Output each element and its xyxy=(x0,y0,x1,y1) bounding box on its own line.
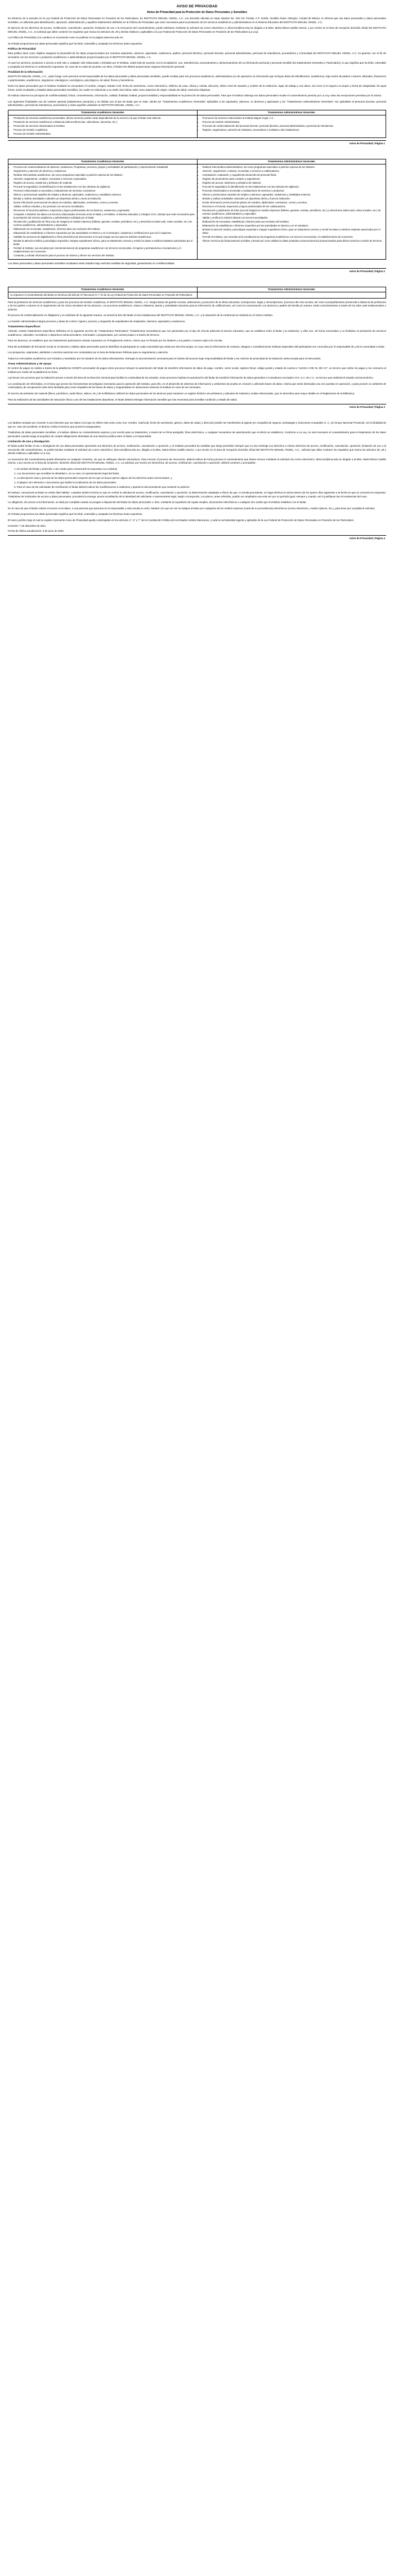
list-item: • Contactar y solicitar información para el proceso de valores y ofrecer los servicios del Instituto. xyxy=(14,254,195,257)
list-item: • Validar, verificar estudios y sus periodos con terceros acreditados. xyxy=(14,205,195,208)
requisitos-solicitud-list xyxy=(14,468,386,490)
credencializacion-paragraph: El proceso de credencialización es obligatorio y es realizado de la siguiente manera, se tomará la foto del titular en las instalaciones del INSTITUTO MIGUEL ÁNGEL, A.C. y la impresión de la credencial se realizará en el mismo Instituto. xyxy=(8,314,274,317)
list-item: • Elaboración de estadísticas e informes requeridos por las autoridades en Mexico y en el extranjero, academia y certificaciones que así lo requieran. xyxy=(14,232,195,235)
footer-label: Aviso de Privacidad xyxy=(349,269,373,273)
list-item: • Contratación, evaluación, y seguimiento desarrollo de personal fiscal. xyxy=(203,173,384,177)
list-administrativos xyxy=(199,166,384,243)
creation-date: Creación: 7 de diciembre de 2011 xyxy=(8,524,46,528)
col-header-administrativos: Tratamientos Administrativos Generales xyxy=(197,110,386,115)
finalidad-paragraph-3: El instituto observa los principios de confidencialidad, licitud, consentimiento, información, calidad, finalidad, lealtad, proporcionalidad y responsabilidad en la protección de datos personales. Para que el Instituto obtenga sus datos personales recabe el consentimiento previsto por La Ley, salvo las excepciones previstas por la misma. xyxy=(8,94,382,97)
list-administrativos xyxy=(199,117,384,132)
page-separator xyxy=(0,409,394,418)
list-item: • Proceso de Gestión Administrativa. xyxy=(14,132,195,136)
tratamientos-generales-table-page2 xyxy=(8,159,386,260)
cell-academicos: no requieren el consentimiento del titular en términos del artículo 37 fracciones IV Y VII de la Ley Federal de Protección de Datos Personales en Posesión de Particulares. xyxy=(8,292,198,298)
list-item: • Promoción de servicios relacionados al Instituto. xyxy=(14,124,195,128)
areas-paragraph-3: La coordinación de Informática, es el área que provee las herramientas tecnológicas necesarias para la operación del Instituto, para ello, en el desarrollo de sistemas de información y ambientes de prueba se creación y utilizarán bases de datos, misma que serán destruidas una vez puestas en operación, y para proveer un ambiente de continuidad y de recuperación ante área facilitada para crear respaldos de las bases de datos y resguardarlas en ubicaciones externas al instituto en caso de ser necesario. xyxy=(8,382,386,389)
list-academicos xyxy=(10,166,195,257)
footer-label: Aviso de Privacidad xyxy=(349,141,373,145)
list-item: • Promoción de servicios relacionados al Instituto Miguel Ángel, A.C. xyxy=(203,117,384,120)
col-header-academicos: Tratamientos Académicos Generales xyxy=(8,287,198,292)
page-footer-4 xyxy=(8,535,386,540)
limitacion-paragraph-1: El titular podrá limitar el uso o divulgación de sus datos personales ejerciendo sus derechos de acceso, rectificación, cancelación u oposición, y el Instituto procederá de medidas que las(y) permitirán siempre que no sea restringir sus derechos a ciertos derechos de acceso, rectificación, cancelación, oposición, limitación de uso o la revocación del consentimiento, se podrá tramitar mediante la solicitud vía correo electrónico: direccion@ima.edu.mx, dirigido a la Mtra. María Elena Castillo García, o por escrito en el área de recepción domicilio oficial del INSTITUTO MIGUEL ÁNGEL, A.C., solicitud que debe contener los requisitos que marca los artículos 28, 29 y demás relativos y aplicables a La Ley. xyxy=(8,444,386,455)
especificos-paragraph-5: Todas los mercantiles académicos son iniciados y tramitados por los titulares de los datos directamente. Entregan la documentación necesaria para el trámite del proceso bajo responsabilidad del titular y los criterios de privacidad de la institución seleccionada para el intercambio. xyxy=(8,357,321,360)
list-item: • Realizar intercambios administrativos, así como programas especiales a petición expresa de los titulares. xyxy=(203,166,384,169)
list-item: • Ofrecer servicios de financiamiento (créditos y becas) así como validar los datos (estudios socioeconómicos) proporcionados para dichos servicios a través de terceros. xyxy=(203,239,384,243)
list-item: • Procesos de credencialización de alumnos, exalumnos, Programas, procesos, grupos y actividades de participación y representación estudiantil. xyxy=(14,166,195,169)
tratamientos-note: Los datos personales y datos personales sensibles recabados serán tratados bajo estrictas medidas de seguridad, garantizando su confidencialidad. xyxy=(8,262,175,265)
obligacion-acceso-paragraph: La obligación, de acceso a la información, se dará por cumplida cuando se pongan a disposición del titular los datos personales o, bien, mediante la expedición de copias simples, documentos electrónicos o cualquier otro medio que el Instituto establece con el titular. xyxy=(8,501,307,504)
page-footer-2 xyxy=(8,268,386,273)
especificos-paragraph-2: Para los alumnos, se establece que sus tratamientos particulares estarán expuestos en el Reglamento Interno, mismo que es firmado por los titulares y sus padres o tutores cada ciclo escolar. xyxy=(8,339,223,342)
finalidad-paragraph-4: Las siguientes finalidades son de carácter general (tratamientos primarios) y se dividen por el tipo de titular que se trate, siendo los "Tratamientos Académicos Generales" aplicables a los aspirantes, alumnos, ex alumnos y egresados y los "Tratamientos Administrativos Generales" son aplicables al personal docente, personal administrativo, personal de intendencia, proveedores y todos aquellos visitantes al INSTITUTO MIGUEL ÁNGEL, A.C. xyxy=(8,100,386,107)
page-title: AVISO DE PRIVACIDAD xyxy=(176,5,218,8)
list-item: • Prestación de servicios académicos proveniales, dichos servicios podrán variar dependiendo de la sección a la que el titular este adscrito. xyxy=(14,117,195,120)
list-item: • Reconocer el honoral, trayectoria y logros profesionales de los colaboradores. xyxy=(203,205,384,208)
footer-label: Aviso de Privacidad xyxy=(349,406,373,409)
list-item: • Habilitar los procesos de digitalización y firma electrónica de documentos a los que tengan acceso para los trámites académicos. xyxy=(14,235,195,239)
list-item: • Procesos de credencialización del personal docente, personal directivo, personal administrativo y personal de intendencia. xyxy=(203,124,384,128)
intro-paragraph-1: En términos de lo previsto en la Ley Federal de Protección de Datos Personales en Posesión de los Particulares, EL INSTITUTO MIGUEL ÁNGEL, A.C. con domicilio ubicado en Isaac Newton No. 239 Col. Florida, C.P. 01030, Alcaldía Álvaro Obregón, Ciudad de México, le informa que sus datos personales y datos personales sensibles, se utilizarán para identificación, operación, administración y aquellos tratamientos definidos en la Política de Privacidad, que sean necesarios para la prestación de los servicios académicos y administrativos en el Sistema Educativo del INSTITUTO MIGUEL ÁNGEL, A.C. xyxy=(8,17,386,24)
no-responsable-paragraph: En el caso de que el titular solicite el acceso a los datos, a una persona que presume es el responsable y esta resulta no serlo, bastará con que ser así se indique al titular por cualquiera de los medios expresos (carta de no procedencia) electrónicos (correo electrónico, medios ópticos, etc.), para tener por cumplida la solicitud. xyxy=(8,506,375,510)
gestion-academica-paragraph: Para la prestación de servicios académicos y para los procesos de Gestión Académica, el INSTITUTO MIGUEL ÁNGEL, A.C. integra bases de gestión escolar, admisiones y promoción de la oferta educativa, inscripciones, bajas y reinscripciones, procesos del ciclo escolar, así como acompañamiento presencial a distancia de profesores y de los padres o tutores en el seguimiento de los ciclos escolares de los alumnos. Los procesos académicos, clases a distancia, tareas y actividades docentes para la información de calificaciones, así como la comunicación con alumnos y padres de familia y/o tutores, serán exclusivamente a través de los sitios web institucionales o pizarras. xyxy=(8,300,386,311)
marco-juridico-paragraph: El marco jurídico bajo el cual se expide el presente Aviso de Privacidad queda contemplado en los artículos 4°, 6° y 7° de la Constitución Política de los Estados Unidos Mexicanos, y toda la normatividad vigente y aplicable de la Ley Federal de Protección de Datos Personales en Posesión de los Particulares xyxy=(8,518,354,522)
table-row xyxy=(8,115,386,137)
list-item: • Brindar la atención médica y psicológica requerida e integrar expedientes clínico, para un tratamiento correcto y remitir los datos a médicos tratantes autorizados por el titular. xyxy=(14,239,195,246)
list-item: 1. El nombre del titular y domicilio u otro medio para comunicarle la respuesta a su solicitud; xyxy=(17,468,386,471)
especificos-paragraph-1: Además, existen tratamientos específicos definidos en la siguiente sección de "Tratamientos Particulares" (Tratamientos secundarios) que son generados por el tipo de vínculo adicional al servicio educativo, que se establece entre el titular y la institución, y ellos son, de forma enunciativa y no limitativa, la prestación de servicios académicos, culturales, recreativos o deportivos extracurriculares, eventuales o programados, por cuenta propia o a través de terceros. xyxy=(8,330,386,336)
list-item: • Elaboración de encuestas, estadísticas, informes para uso exclusivo del Instituto. xyxy=(14,228,195,231)
limitacion-paragraph-2: La revocación del consentimiento puede efectuarse en cualquier momento, sin que se atribuyan efectos retroactivos. Para revocar el proceso de revocación, deberá indicar de forma precisa el consentimiento que desea revocar mediante la solicitud vía correo electrónico: direccion@ima.edu.mx dirigido a la Mtra. María Elena Castillo García, o por escrito en el área de recepción, domicilio oficial del INSTITUTO MIGUEL ÁNGEL, A.C. La solicitud, por escrito y/o electrónica, de acceso, rectificación, cancelación u oposición, deberá contener y acompañar: xyxy=(8,457,386,465)
list-item: • Elaboración de encuestas, estadísticas, informes para uso exclusivo del Instituto. xyxy=(203,220,384,224)
list-item: • Elaboración de estadísticas e informes requeridos por las autoridades en Mexico y en el extranjero. xyxy=(203,224,384,228)
section-heading-finalidad: Finalidad de la Información xyxy=(8,71,43,74)
list-item: • Prestación de servicios académicos a distancia (videoconferencias, videoclases, asesorías, etc.). xyxy=(14,121,195,124)
page-1 xyxy=(0,0,394,145)
footer-page-number: | Página 4 xyxy=(373,537,385,540)
table-row xyxy=(8,164,386,259)
page-separator xyxy=(0,273,394,282)
col-header-academicos: Tratamientos Académicos Generales xyxy=(8,110,198,115)
areas-paragraph-4: El servicio de préstamo de material (libros, periódicos, audio libros, videos, etc.) de la Biblioteca utilizará los datos personales de los alumnos para mantener un registro histórico de préstamos y adeudos de material y multas relacionadas, que se describen para mayor detalle en el Reglamento de la Biblioteca. xyxy=(8,392,355,395)
list-item: • Enviar información promocional de planes de estudios, diplomados, seminarios, cursos y eventos. xyxy=(14,201,195,204)
col-header-academicos: Tratamientos Académicos Generales xyxy=(8,159,198,164)
list-item: • Validar y verificar la relación laboral con terceros acreditados. xyxy=(203,216,384,220)
cell-administrativos xyxy=(197,115,386,137)
table-header-row xyxy=(8,159,386,164)
list-item: • Procesos relacionados a encuestas y evaluaciones de servicios o productos. xyxy=(203,189,384,193)
list-item: • Proceso de Gestión Administrativa. xyxy=(203,121,384,124)
intro-paragraph-3: La Política de Privacidad y los cambios en el presente Aviso se publican en la página www.ima.edu.mx xyxy=(8,36,123,39)
areas-paragraph-1: El control de pagos se realiza a través de la plataforma CONETA procesador de pagos estos procesos incluyen la autorización del titular de transferir información de datos de pago, nombre, razón social, regimen fiscal, código postal y estado de cuenta a "ALEXIA II DE IN, DE CV", un tercero que recibe los pagos y los comunica al Instituto por medio de la plataforma en línea. xyxy=(8,367,386,373)
list-item: • Registro de acceso, asistencia y préstamo de material. xyxy=(203,181,384,185)
list-item: • Realizar intercambios académicos, así como programas especiales a petición expresa de los titulares. xyxy=(14,173,195,177)
especificos-paragraph-4: Los prospectos, aspirantes, admitidos o inscritos autorizan ser contactados por el área de Relaciones Públicas para su seguimiento y atención. xyxy=(8,351,169,354)
list-item: 4. Cualquier otro elemento o documento que facilite la localización de los datos personales. xyxy=(17,481,386,485)
seguro-paragraph: Los titulares aceptan por convenir a sus intereses que sus datos a los que se refiere este aviso como son: nombre, matrícula, fecha de nacimiento, género, datos de salud, y dirección podrán ser transferidos al agente y/o compañía de seguros, Estrategias y Soluciones Actuariales S. C. y/o Grupo Nacional Provincial, con la finalidad de que en, caso de accidente, el alumno reciba el servicio que provee la aseguradora. xyxy=(8,421,386,428)
page-footer-1 xyxy=(8,140,386,145)
footer-label: Aviso de Privacidad xyxy=(349,537,373,540)
list-item: • Registro, seguimiento y atención de visitantes, proveedores e invitados a las instalaciones. xyxy=(203,128,384,132)
intro-paragraph-4: Si el titular proporciona sus datos personales significa que ha leído, entendido y aceptado los términos antes expuestos. xyxy=(8,42,143,45)
footer-page-number: | Página 2 xyxy=(373,269,385,273)
list-item: • Brindar y realizar actividades culturales y/o deportivas dentro y fuera la institución. xyxy=(14,197,195,201)
list-item: • Recolección y publicación de fotos (uso de imagen) en medios impresos (folletos, gacetas, revistas, periódicos, etc.) y electrónicos (sitios web, redes sociales, etc.) de eventos académicos, administrativos y especiales. xyxy=(14,220,195,227)
list-item: • Procurar la seguridad y la identificación en las instalaciones con las cámaras de vigilancia. xyxy=(203,185,384,189)
list-item: • Procesos relacionados a encuestas y evaluaciones de servicios o productos. xyxy=(14,189,195,193)
col-header-administrativos: Tratamientos Administrativos Generales xyxy=(197,159,386,164)
footer-page-number: | Página 3 xyxy=(373,406,385,409)
list-item: • Reconocer el honoral académico, trayectoria y logros profesionales de los alumnos, exalumnos y egresados. xyxy=(14,209,195,212)
list-item: • Permitir al Instituto, sus escuelas (así como/extensiones) de programas académicos con terceros reconocidos, el ingreso y permanencia a Asociaciones y el establecimiento de Convenios. xyxy=(14,247,195,253)
list-item: • Permitir al Instituto, sus escuelas (e/o) acreditaciones de programas académicos con terceros reconocidos, el establecimiento de Convenios. xyxy=(203,235,384,239)
list-item: • Atención, seguimiento, contacto, encuestas y servicios a colaboradores. xyxy=(203,170,384,173)
last-update-date: Fecha de última actualización: 5 de junio de 2025. xyxy=(8,529,65,532)
list-item: 5. Para el caso de las solicitudes de rectificación el titular deberá indicar las modificaciones a realizarse y aportar la documentación que sustente su petición. xyxy=(17,486,386,490)
finalidad-paragraph-1: INSTITUTO MIGUEL ÁNGEL, A.C., quien funge como persona moral responsable de los datos personales y datos personales sensibles, puede recabar para sus procesos académicos, administrativos y/o de operación su información que incluyan datos de identificación, académicos, bajo series de padres o tutores, laborales, financieros o patrimoniales, académicos, migratorios, ideológicos, sociológicos, psicológicos, de salud, físicos y biométricos. xyxy=(8,75,386,82)
list-item: • Ofrecer y promocionar aquellos de empleo a alumnos, egresados, exalumnos y candidatos externos. xyxy=(14,193,195,197)
col-header-administrativos: Tratamientos Administrativos Generales xyxy=(197,287,386,292)
plazos-paragraph: El instituto, comunicará al titular en veinte días hábiles, contados desde la fecha en que se recibió la solicitud de acceso, rectificación, cancelación u oposición, la determinación adoptada a efecto de que, si resulta procedente, se haga efectiva la misma dentro de los quince días siguientes a la fecha en que se comunica la respuesta. Tratándose de solicitudes de acceso a datos personales, procederá la entrega, previa acreditación de la identidad del solicitante o representante legal, según corresponda. Los plazos, antes referidos, podrán ser ampliados una sola vez por un período igual, siempre y cuando, así lo justifiquen las circunstancias del caso. xyxy=(8,491,386,498)
table-row xyxy=(8,292,386,298)
list-item: • Registro de proveedores para contacto y seguimiento. xyxy=(203,177,384,181)
datos-sensibles-paragraph: Tratándose de datos personales sensibles, el Instituto obtiene su consentimiento expreso y por escrito para su tratamiento, a través de su firma autógrafa, firma electrónica, o cualquier mecanismo de autenticación que el efecto se establezca. Conforme a La Ley, no será necesario el consentimiento para el tratamiento de los datos personales cuando tenga el propósito de cumplir obligaciones derivadas de una relación jurídica entre el titular y el responsable. xyxy=(8,431,386,438)
politica-paragraph-1: Esta política tiene como objetivo asegurar la privacidad de los datos proporcionados por nuestros aspirantes, alumnos, egresados, exalumnos, padres, personal directivo, personal docente, personal administrativo, personal de intendencia, proveedores y Comunidad del INSTITUTO MIGUEL ÁNGEL, A.C. en general, con el fin de vincularse con los servicios o productos académicos o administrativos proporcionados por el INSTITUTO MIGUEL ÁNGEL, A.C. xyxy=(8,52,386,59)
section-heading-areas-administrativas: Áreas Administrativas y de Apoyo xyxy=(8,363,52,366)
especificos-paragraph-3: Para las actividades de formación social se recolectan y utilizan datos personales para la identificar al participante en cada comunidad que asiste por elección propia, en cuyo caso la información de contacto, alergias o consideraciones médicas especiales del participante son conocidos por el responsable de y de la comunidad a visitar. xyxy=(8,345,385,348)
areas-paragraph-5: Para la realización de las actividades de educación física y uso de las instalaciones deportivas, el titular deberá entregar información sensible que sea necesaria para acreditar condición y estado de salud. xyxy=(8,398,238,401)
cell-academicos xyxy=(8,115,198,137)
page-3 xyxy=(0,282,394,409)
list-item: • Recolección y publicación de fotos (uso de imagen) en medios impresos (folletos, gacetas, revistas, periódicos, etc.) y electrónicos (sitios web, redes sociales, etc.) de eventos académicos, administrativos y especiales. xyxy=(203,209,384,216)
cell-administrativos xyxy=(197,292,386,298)
list-item: • Compartir o transferir los datos con terceros relacionados al vínculo entre el titular y el Instituto, el sistema educativo y Colegios CCH, siempre que sean necesarios para la prestación del servicio académico y administrativo solicitado por el titular. xyxy=(14,213,195,220)
section-heading-limitacion-uso: Limitación de Uso y Divulgación xyxy=(8,441,50,444)
list-item: • Enviar información promocional de planes de estudios, diplomados, seminarios, cursos y eventos. xyxy=(203,201,384,204)
page-4 xyxy=(0,418,394,540)
list-item: • Brindar la atención médica y psicológica requerida e integrar expediente clínico, para un tratamiento correcto y remitir los datos a médicos tratantes autorizados por el titular. xyxy=(203,228,384,235)
politica-paragraph-2: Al usar los servicios, productos o acceso a este sitio o cualquier sitio relacionado o brindado por el Instituto, usted está de acuerdo con la recopilación, uso, transferencia, procesamiento y almacenamiento de su información personal y personal sensible (los tratamientos Generales y Particulares), lo que significa que ha leído, entendido y aceptado los términos a continuación expuestos. En caso de no estar de acuerdo con ellos, el titular NO deberá proporcionar ninguna información personal. xyxy=(8,61,386,68)
page-separator xyxy=(0,145,394,154)
doc-subtitle: Aviso de Privacidad para la Protección de Datos Personales y Sensibles xyxy=(147,11,247,14)
list-item: • Registro de acceso, asistencia y préstamo de material. xyxy=(14,181,195,185)
footer-page-number: | Página 1 xyxy=(373,141,385,145)
areas-paragraph-2: Las becas son procesos que la institución provee a través del área de la Dirección General para facilitar la continuidad de los estudios, estos procesos implican la autorización del titular de transferir información de datos generales a Consultores Asociados VAX, S.A. de C.V., un tercero que realizará el estudio socioeconómico. xyxy=(8,376,374,380)
list-item: • Ofrecer y promocionar vacantes de empleo a alumnos, egresados, exalumnos y candidatos externos. xyxy=(203,193,384,197)
intro-paragraph-2: El ejercicio de los derechos de acceso, rectificación, cancelación, oposición, limitación de uso o la revocación del consentimiento, podrá solicitarse mediante la solicitud vía correo electrónico a: direccion@ima.edu.mx dirigido a la Mtra. María Elena Castillo García, o por escrito en el área de recepción domicilio oficial del INSTITUTO MIGUEL ÁNGEL, A.C., la solicitud que debe contener los requisitos que marca los artículos 28, 29 y demás relativos y aplicables a la Ley Federal de Protección de Datos Personales en Posesión de los Particulares (La Ley). xyxy=(8,26,386,33)
section-heading-tratamientos-especificos: Tratamientos Específicos xyxy=(8,326,41,329)
list-item: • Procurar la seguridad y la identificación en las instalaciones con las cámaras de vigilancia. xyxy=(14,185,195,189)
list-item: • Brindar y realizar actividades culturales y/o deportivas dentro y fuera la institución. xyxy=(203,197,384,201)
gestion-administrativa-paragraph: La Gestión Administrativa integra procesos y áreas de control, ingreso, proceso y resguardo de expedientes de empleados, alumnos, egresados y exalumnos. xyxy=(8,319,186,323)
tratamientos-generales-table-page3 xyxy=(8,287,386,299)
list-academicos xyxy=(10,117,195,136)
table-header-row xyxy=(8,287,386,292)
list-item: • Atención, seguimiento, contacto, encuestas y servicios a egresados. xyxy=(14,177,195,181)
page-footer-3 xyxy=(8,404,386,409)
table-header-row xyxy=(8,110,386,115)
finalidad-paragraph-2: Entre los datos personales que el Instituto recabará se encuentran el nombre, imagen, Estado Civil, fecha de nacimiento, correo electrónico, teléfono de casa, oficina y celular, dirección, último nivel de estudios y nombre de la Institución, lugar de trabajo y sus datos, así como si el negocio es propio y fecha de antigüedad. De igual forma, serán recabados y tratados datos personales sensibles, los cuales se relacionan a su estilo más íntima, tales como aspectos de origen, estado de salud, creencias religiosas. xyxy=(8,84,386,91)
section-heading-politica-privacidad: Política de Privacidad xyxy=(8,48,36,51)
list-item: 3. La descripción clara y precisa de los datos personales respecto de los que se busca ejercer alguno de los derechos antes mencionados, y xyxy=(17,477,386,481)
page-2 xyxy=(0,154,394,273)
list-item: • Proceso de Gestión Académica. xyxy=(14,128,195,132)
tratamientos-generales-table-page1 xyxy=(8,110,386,138)
aceptacion-paragraph: Si el titular proporciona sus datos personales significa que ha leído, entendido y aceptado los términos antes expuestos. xyxy=(8,513,143,516)
cell-administrativos xyxy=(197,164,386,259)
list-item: • Seguimiento y atención de alumnos y exalumnos. xyxy=(14,170,195,173)
list-item: 2. Los documentos que acrediten la identidad o, en su caso, la representación legal del titular; xyxy=(17,472,386,476)
cell-academicos xyxy=(8,164,198,259)
